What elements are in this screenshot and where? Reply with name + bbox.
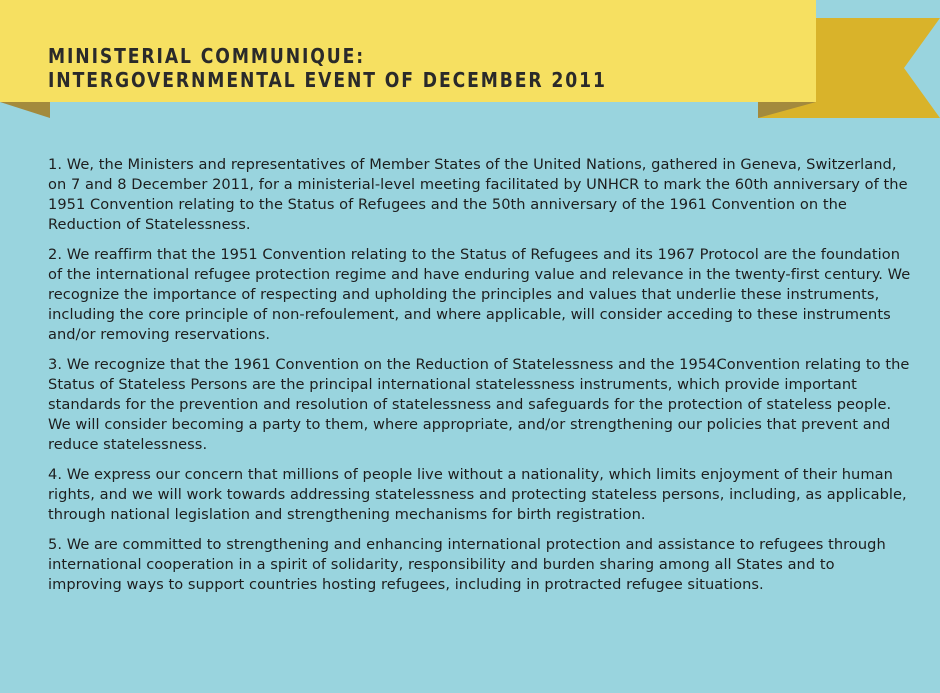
paragraph-4: 4. We express our concern that millions of people live without a nationality, which limits enjoyment of their human rights, and we will work towards addressing statelessness and protecting stateless persons, including, as applicable, through national legislation and strengthening mechanisms for birth registration. bbox=[48, 466, 907, 523]
ribbon-fold-left bbox=[0, 102, 50, 118]
paragraph-2: 2. We reaffirm that the 1951 Convention relating to the Status of Refugees and its 1967 Protocol are the foundation of the international refugee protection regime and have enduring value and relevance in the twenty-first century. We recognize the importance of respecting and upholding the principles and values that underlie these instruments, including the core principle of non-refoulement, and where applicable, will consider acceding to these instruments and/or removing reservations. bbox=[48, 246, 911, 343]
page-title bbox=[48, 44, 607, 92]
communique-body bbox=[48, 155, 912, 605]
paragraph-5: 5. We are committed to strengthening and enhancing international protection and assistance to refugees through international cooperation in a spirit of solidarity, responsibility and burden sharing among all States and to improving ways to support countries hosting refugees, including in protracted refugee situations. bbox=[48, 536, 886, 593]
title-line-1: MINISTERIAL COMMUNIQUE: bbox=[48, 44, 366, 68]
title-line-2: INTERGOVERNMENTAL EVENT OF DECEMBER 2011 bbox=[48, 68, 607, 92]
paragraph-1: 1. We, the Ministers and representatives of Member States of the United Nations, gathered in Geneva, Switzerland, on 7 and 8 December 2011, for a ministerial-level meeting facilitated by UNHCR to mark the 60th anniversary of the 1951 Convention relating to the Status of Refugees and the 50th anniversary of the 1961 Convention on the Reduction of Statelessness. bbox=[48, 156, 908, 233]
paragraph-3: 3. We recognize that the 1961 Convention on the Reduction of Statelessness and the 1954Convention relating to the Status of Stateless Persons are the principal international statelessness instruments, which provide important standards for the prevention and resolution of statelessness and safeguards for the protection of stateless people. We will consider becoming a party to them, where appropriate, and/or strengthening our policies that prevent and reduce statelessness. bbox=[48, 356, 910, 453]
